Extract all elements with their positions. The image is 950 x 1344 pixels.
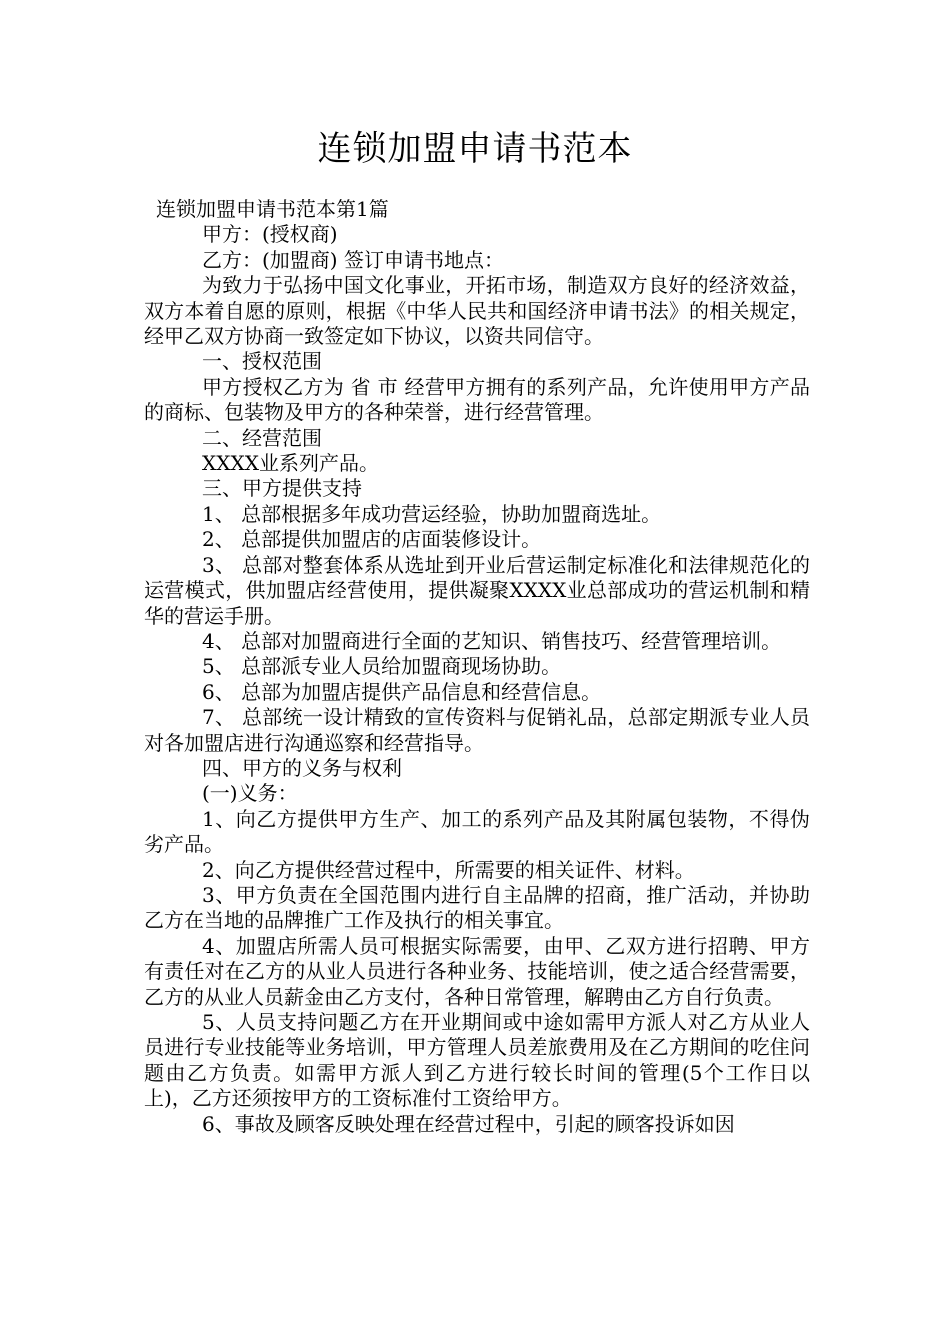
paragraph: 1、 总部根据多年成功营运经验，协助加盟商选址。: [202, 501, 662, 526]
document-body: [144, 197, 810, 1137]
paragraph: 6、 总部为加盟店提供产品信息和经营信息。: [202, 679, 602, 704]
paragraph: 7、 总部统一设计精致的宣传资料与促销礼品，总部定期派专业人员对各加盟店进行沟通巡察和经营指导。: [144, 705, 810, 755]
paragraph: 乙方：(加盟商) 签订申请书地点：: [202, 247, 504, 272]
paragraph: 甲方授权乙方为 省 市 经营甲方拥有的系列产品，允许使用甲方产品的商标、包装物及甲方的各种荣誉，进行经营管理。: [144, 374, 810, 425]
paragraph: 2、 总部提供加盟店的店面装修设计。: [202, 527, 542, 552]
paragraph: 4、加盟店所需人员可根据实际需要，由甲、乙双方进行招聘、甲方有责任对在乙方的从业人员进行各种业务、技能培训，使之适合经营需要，乙方的从业人员薪金由乙方支付，各种日常管理，解聘由乙方自行负责。: [144, 933, 810, 1009]
paragraph: 3、甲方负责在全国范围内进行自主品牌的招商，推广活动，并协助乙方在当地的品牌推广工作及执行的相关事宜。: [144, 882, 810, 933]
paragraph: 6、事故及顾客反映处理在经营过程中，引起的顾客投诉如因: [202, 1111, 735, 1136]
document-title: 连锁加盟申请书范本: [317, 129, 633, 169]
paragraph: (一)义务：: [202, 781, 298, 806]
paragraph: 一、授权范围: [202, 349, 322, 374]
paragraph: 5、人员支持问题乙方在开业期间或中途如需甲方派人对乙方从业人员进行专业技能等业务培训，甲方管理人员差旅费用及在乙方期间的吃住问题由乙方负责。如需甲方派人到乙方进行较长时间的管理(5个工作日以上)，乙方还须按甲方的工资标准付工资给甲方。: [144, 1010, 810, 1111]
paragraph: 甲方：(授权商): [202, 222, 338, 247]
paragraph: 2、向乙方提供经营过程中，所需要的相关证件、材料。: [202, 857, 695, 882]
paragraph: 3、 总部对整套体系从选址到开业后营运制定标准化和法律规范化的运营模式，供加盟店经营使用，提供凝聚XXXX业总部成功的营运机制和精华的营运手册。: [144, 552, 810, 628]
paragraph: 5、 总部派专业人员给加盟商现场协助。: [202, 654, 562, 679]
paragraph: XXXX业系列产品。: [202, 451, 379, 476]
paragraph: 四、甲方的义务与权利: [202, 755, 402, 780]
paragraph: 为致力于弘扬中国文化事业，开拓市场，制造双方良好的经济效益，双方本着自愿的原则，根据《中华人民共和国经济申请书法》的相关规定，经甲乙双方协商一致签定如下协议，以资共同信守。: [144, 273, 810, 349]
paragraph: 1、向乙方提供甲方生产、加工的系列产品及其附属包装物，不得伪劣产品。: [144, 806, 810, 857]
paragraph: 三、甲方提供支持: [202, 476, 362, 501]
paragraph: 4、 总部对加盟商进行全面的艺知识、销售技巧、经营管理培训。: [202, 628, 782, 653]
paragraph: 二、经营范围: [202, 425, 322, 450]
paragraph: 连锁加盟申请书范本第1篇: [156, 197, 389, 221]
